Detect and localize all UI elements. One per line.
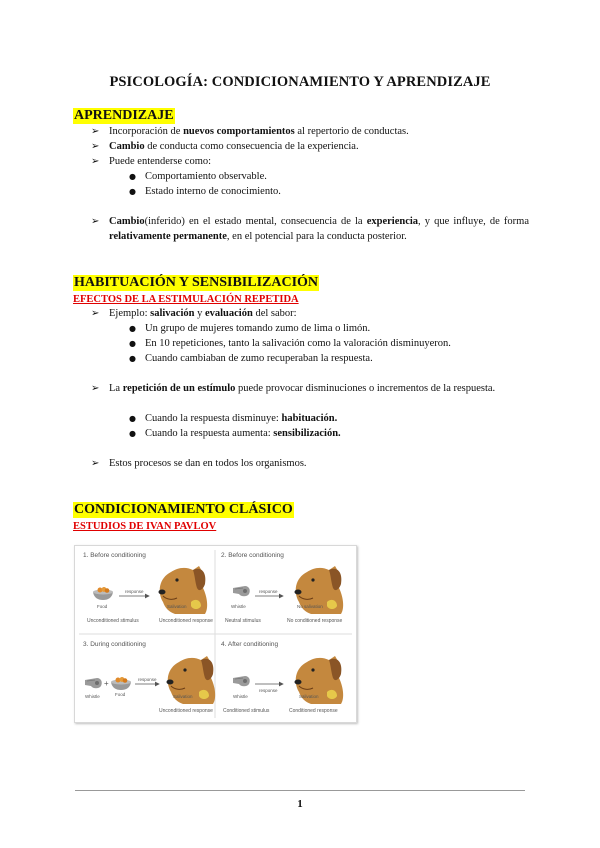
panel-1-response: Salivation bbox=[167, 604, 187, 609]
sub-bullet-item: ● En 10 repeticiones, tanto la salivación como la valoración disminuyeron. bbox=[129, 338, 451, 349]
arrow-bullet-icon: ➢ bbox=[91, 156, 100, 167]
bullet-item: ➢ Cambio de conducta como consecuencia de la experiencia. bbox=[91, 141, 359, 152]
panel-before-conditioning-food bbox=[83, 552, 213, 624]
bullet-item: ➢ Cambio(inferido) en el estado mental, consecuencia de la experiencia, y que influye, de forma relativamente permanente, en el potencial para la conducta posterior. bbox=[91, 216, 529, 242]
pavlov-conditioning-figure bbox=[74, 545, 357, 723]
sub-bullet-item: ● Un grupo de mujeres tomando zumo de lima o limón. bbox=[129, 323, 371, 334]
dot-bullet-icon: ● bbox=[129, 429, 136, 438]
arrow-bullet-icon: ➢ bbox=[91, 458, 100, 469]
plus-sign: + bbox=[104, 679, 109, 688]
dot-bullet-icon: ● bbox=[129, 324, 136, 333]
sub-bullet-item: ● Cuando la respuesta aumenta: sensibilización. bbox=[129, 428, 341, 439]
panel-4-caption-right: Conditioned response bbox=[289, 708, 338, 714]
panel-3-title: 3. During conditioning bbox=[83, 641, 146, 648]
panel-2-response: No salivation bbox=[297, 604, 323, 609]
arrow-bullet-icon: ➢ bbox=[91, 216, 100, 227]
page-number: 1 bbox=[297, 798, 303, 810]
bullet-item: ➢ Estos procesos se dan en todos los organismos. bbox=[91, 458, 307, 469]
bullet-item: ➢ Ejemplo: salivación y evaluación del sabor: bbox=[91, 308, 297, 319]
footer-divider bbox=[75, 790, 525, 791]
panel-4-response: Salivation bbox=[299, 694, 319, 699]
panel-4-arrow-label: response bbox=[259, 688, 278, 693]
panel-3-caption-right: Unconditioned response bbox=[159, 708, 213, 714]
section-heading-aprendizaje: APRENDIZAJE bbox=[74, 108, 174, 123]
panel-before-conditioning-whistle bbox=[221, 552, 343, 624]
panel-1-caption-right: Unconditioned response bbox=[159, 618, 213, 624]
section-heading-clasico: CONDICIONAMIENTO CLÁSICO bbox=[74, 502, 293, 517]
dot-bullet-icon: ● bbox=[129, 354, 136, 363]
pavlov-diagram bbox=[75, 546, 356, 722]
sub-bullet-item: ● Cuando la respuesta disminuye: habituación. bbox=[129, 413, 338, 424]
panel-3-arrow-label: response bbox=[138, 677, 157, 682]
dot-bullet-icon: ● bbox=[129, 172, 136, 181]
dot-bullet-icon: ● bbox=[129, 339, 136, 348]
sub-bullet-item: ● Estado interno de conocimiento. bbox=[129, 186, 281, 197]
whistle-icon bbox=[85, 678, 102, 688]
panel-2-caption-left: Neutral stimulus bbox=[225, 618, 261, 624]
panel-3-response: Salivation bbox=[173, 694, 193, 699]
subheading-estimulacion: EFECTOS DE LA ESTIMULACIÓN REPETIDA bbox=[73, 294, 299, 305]
arrow-bullet-icon: ➢ bbox=[91, 383, 100, 394]
section-heading-habituacion: HABITUACIÓN Y SENSIBILIZACIÓN bbox=[74, 275, 319, 290]
panel-4-title: 4. After conditioning bbox=[221, 641, 279, 648]
food-bowl-icon bbox=[93, 587, 113, 600]
dot-bullet-icon: ● bbox=[129, 414, 136, 423]
panel-1-arrow-label: response bbox=[125, 589, 144, 594]
panel-2-arrow-label: response bbox=[259, 589, 278, 594]
panel-1-stimulus: Food bbox=[97, 604, 108, 609]
arrow-bullet-icon: ➢ bbox=[91, 126, 100, 137]
panel-3-stimulus-1: Whistle bbox=[85, 694, 100, 699]
panel-2-stimulus: Whistle bbox=[231, 604, 246, 609]
panel-during-conditioning bbox=[83, 641, 215, 714]
panel-after-conditioning bbox=[221, 641, 343, 714]
sub-bullet-item: ● Cuando cambiaban de zumo recuperaban la respuesta. bbox=[129, 353, 373, 364]
arrow-bullet-icon: ➢ bbox=[91, 308, 100, 319]
subheading-pavlov: ESTUDIOS DE IVAN PAVLOV bbox=[73, 521, 217, 532]
panel-1-caption-left: Unconditioned stimulus bbox=[87, 618, 139, 624]
panel-1-title: 1. Before conditioning bbox=[83, 552, 146, 559]
panel-2-title: 2. Before conditioning bbox=[221, 552, 284, 559]
panel-4-stimulus: Whistle bbox=[233, 694, 248, 699]
page-title: PSICOLOGÍA: CONDICIONAMIENTO Y APRENDIZAJE bbox=[109, 74, 491, 90]
panel-3-stimulus-2: Food bbox=[115, 692, 126, 697]
whistle-icon bbox=[233, 586, 250, 596]
panel-4-caption-left: Conditioned stimulus bbox=[223, 708, 270, 714]
dot-bullet-icon: ● bbox=[129, 187, 136, 196]
arrow-bullet-icon: ➢ bbox=[91, 141, 100, 152]
bullet-item: ➢ Puede entenderse como: bbox=[91, 156, 212, 167]
bullet-item: ➢ La repetición de un estímulo puede provocar disminuciones o incrementos de la respuesta. bbox=[91, 383, 496, 394]
sub-bullet-item: ● Comportamiento observable. bbox=[129, 171, 267, 182]
bullet-item: ➢ Incorporación de nuevos comportamientos al repertorio de conductas. bbox=[91, 126, 409, 137]
whistle-icon bbox=[233, 676, 250, 686]
food-bowl-icon bbox=[111, 677, 131, 690]
panel-2-caption-right: No conditioned response bbox=[287, 618, 343, 624]
